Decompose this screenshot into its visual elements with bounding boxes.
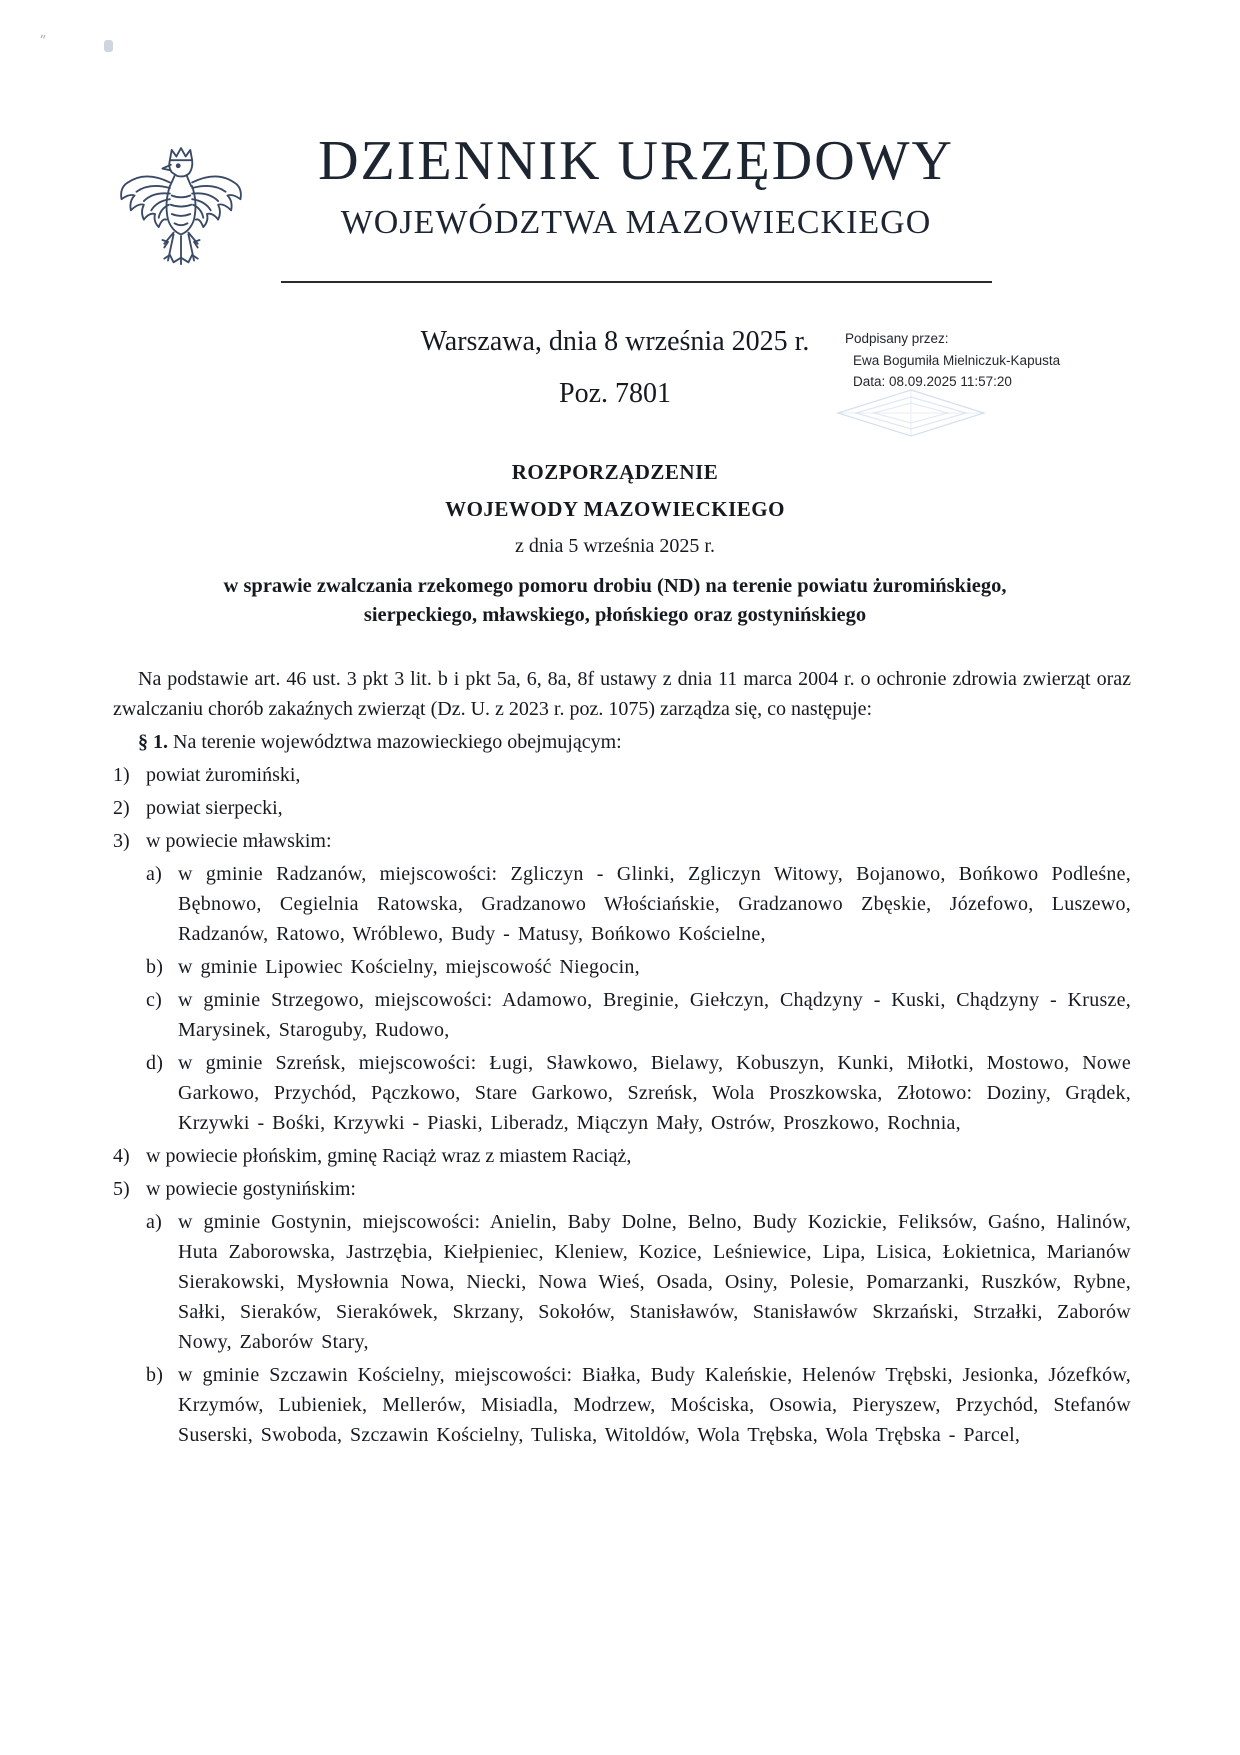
list-item-marker: a) (146, 863, 163, 885)
digital-signature-seal-icon (836, 388, 986, 443)
list-item (113, 826, 1131, 856)
list-subitem (113, 1048, 1131, 1138)
scan-artifact (104, 40, 113, 52)
list-item-marker: d) (146, 1052, 164, 1074)
list-item-marker: a) (146, 1211, 163, 1233)
signature-block (845, 328, 1125, 393)
list-item-text: w gminie Gostynin, miejscowości: Anielin, Baby Dolne, Belno, Budy Kozickie, Feliksów, Gaśno, Halinów, Huta Zaborowska, Jastrzębia, Kiełpieniec, Kleniew, Kozice, Leśniewice, Lipa, Lisica, Łokietnica, Marianów Sierakowski, Mysłownia Nowa, Niecki, Nowa Wieś, Osada, Osiny, Polesie, Pomarzanki, Ruszków, Rybne, Sałki, Sieraków, Sierakówek, Skrzany, Sokołów, Stanisławów, Stanisławów Skrzański, Strzałki, Zaborów Nowy, Zaborów Stary, (178, 1211, 1131, 1353)
list-item (113, 793, 1131, 823)
list-item (113, 760, 1131, 790)
list-subitem (113, 1207, 1131, 1357)
list-item-marker: 1) (113, 764, 130, 786)
list-item-marker: 5) (113, 1178, 130, 1200)
journal-title: DZIENNIK URZĘDOWY (318, 130, 954, 192)
act-subject (100, 572, 1130, 630)
list-item-text: w gminie Szczawin Kościelny, miejscowości: Białka, Budy Kaleńskie, Helenów Trębski, Jesionka, Józefków, Krzymów, Lubieniek, Mellerów, Misiadla, Modrzew, Mościska, Osowia, Pieryszew, Przychód, Stefanów Suserski, Swoboda, Szczawin Kościelny, Tuliska, Witoldów, Wola Trębska, Wola Trębska - Parcel, (178, 1364, 1131, 1446)
act-date-line: z dnia 5 września 2025 r. (515, 535, 715, 557)
list-item (113, 1141, 1131, 1171)
signed-by-label: Podpisany przez: (845, 331, 949, 346)
list-item-text: powiat sierpecki, (146, 797, 283, 819)
list-item-marker: 3) (113, 830, 130, 852)
section-1-marker: § 1. (138, 731, 168, 753)
act-issuer-heading: WOJEWODY MAZOWIECKIEGO (445, 497, 785, 521)
list-item-text: w powiecie płońskim, gminę Raciąż wraz z miastem Raciąż, (146, 1145, 632, 1167)
journal-subtitle: WOJEWÓDZTWA MAZOWIECKIEGO (340, 204, 932, 241)
legal-basis-paragraph: Na podstawie art. 46 ust. 3 pkt 3 lit. b i pkt 5a, 6, 8a, 8f ustawy z dnia 11 marca 2004 r. o ochronie zdrowia zwierząt oraz zwalczaniu chorób zakaźnych zwierząt (Dz. U. z 2023 r. poz. 1075) zarządza się, co następuje: (113, 668, 1131, 720)
signer-name: Ewa Bogumiła Mielniczuk-Kapusta (853, 352, 1061, 368)
list-item-marker: 4) (113, 1145, 130, 1167)
polish-eagle-emblem-icon (116, 131, 246, 285)
act-body (113, 664, 1131, 1453)
list-item-marker: 2) (113, 797, 130, 819)
list-subitem (113, 952, 1131, 982)
list-item-text: w gminie Lipowiec Kościelny, miejscowość Niegocin, (178, 956, 640, 978)
list-item-text: w gminie Radzanów, miejscowości: Zgliczyn - Glinki, Zgliczyn Witowy, Bojanowo, Bońkowo Podleśne, Bębnowo, Cegielnia Ratowska, Gradzanowo Włościańskie, Gradzanowo Zbęskie, Józefowo, Luszewo, Radzanów, Ratowo, Wróblewo, Budy - Matusy, Bońkowo Kościelne, (178, 863, 1131, 945)
list-subitem (113, 1360, 1131, 1450)
list-item-marker: c) (146, 989, 163, 1011)
scan-artifact: ʺ (37, 33, 47, 51)
list-subitem (113, 985, 1131, 1045)
list-item-text: w gminie Szreńsk, miejscowości: Ługi, Sławkowo, Bielawy, Kobuszyn, Kunki, Miłotki, Mostowo, Nowe Garkowo, Przychód, Pączkowo, Stare Garkowo, Szreńsk, Wola Proszkowska, Złotowo: Doziny, Grądek, Krzywki - Bośki, Krzywki - Piaski, Liberadz, Miączyn Mały, Ostrów, Proszkowo, Rochnia, (178, 1052, 1131, 1134)
position-number: Poz. 7801 (559, 378, 671, 409)
masthead (278, 129, 994, 242)
list-item (113, 1174, 1131, 1204)
header-divider (281, 281, 992, 283)
list-item-marker: b) (146, 956, 164, 978)
list-item-text: powiat żuromiński, (146, 764, 301, 786)
list-item-text: w gminie Strzegowo, miejscowości: Adamowo, Breginie, Giełczyn, Chądzyny - Kuski, Chądzyny - Krusze, Marysinek, Staroguby, Rudowo, (178, 989, 1131, 1041)
section-1-text: Na terenie województwa mazowieckiego obejmującym: (173, 731, 622, 753)
list-item-text: w powiecie mławskim: (146, 830, 332, 852)
place-and-date: Warszawa, dnia 8 września 2025 r. (420, 326, 810, 357)
act-subject-line2: sierpeckiego, mławskiego, płońskiego oraz gostynińskiego (363, 604, 867, 626)
list-item-text: w powiecie gostynińskim: (146, 1178, 356, 1200)
list-subitem (113, 859, 1131, 949)
act-type-heading: ROZPORZĄDZENIE (511, 460, 719, 484)
signature-date: Data: 08.09.2025 11:57:20 (853, 374, 1012, 389)
section-1 (113, 727, 1131, 757)
act-subject-line1: w sprawie zwalczania rzekomego pomoru drobiu (ND) na terenie powiatu żuromińskiego, (223, 575, 1007, 597)
list-item-marker: b) (146, 1364, 164, 1386)
